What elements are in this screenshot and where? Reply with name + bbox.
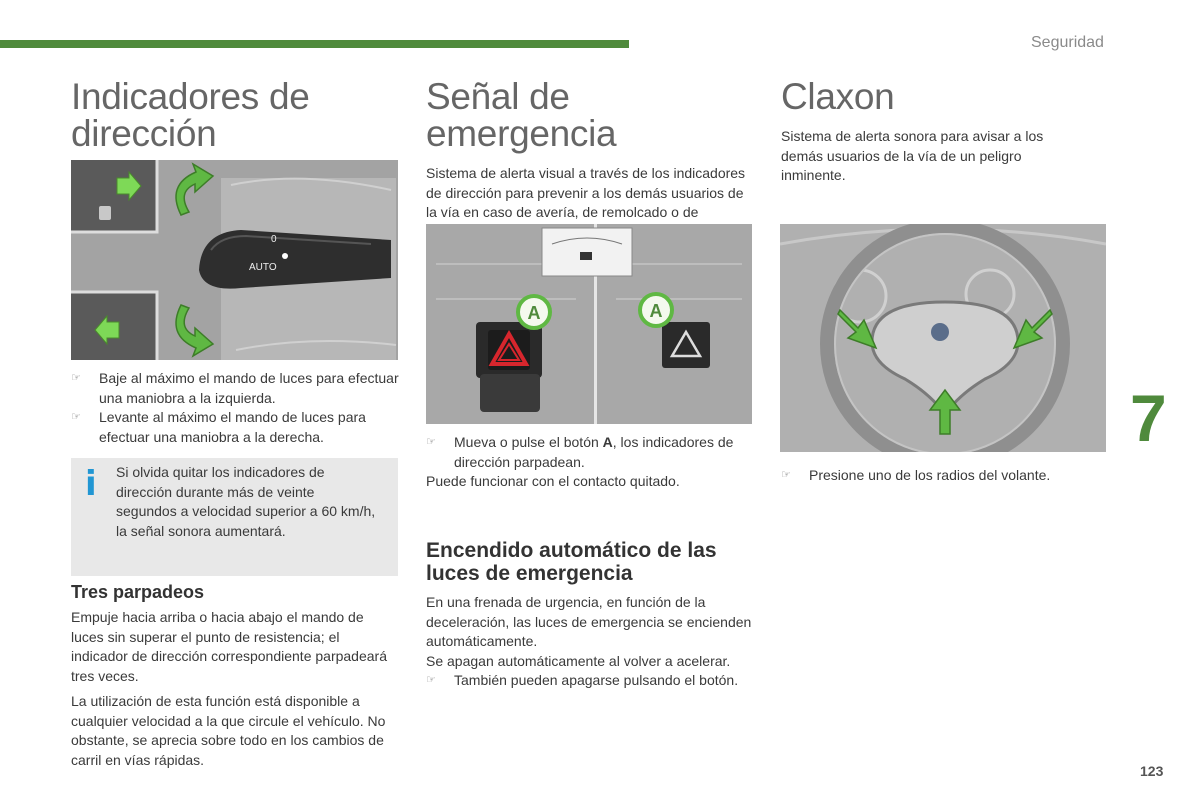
bullet-marker-icon: ☞	[71, 372, 81, 384]
button-a-reference: A	[602, 434, 613, 450]
title-line-2: dirección	[71, 113, 217, 154]
page-number: 123	[1140, 763, 1164, 779]
claxon-bullets	[781, 466, 1109, 486]
bullet-item: ☞ Mueva o pulse el botón A, los indicadores de dirección parpadean.	[426, 434, 734, 470]
bullet-marker-icon: ☞	[71, 411, 81, 423]
paragraph: En una frenada de urgencia, en función de la deceleración, las luces de emergencia se encienden automáticamente.	[426, 594, 752, 649]
bullet-item: ☞ Baje al máximo el mando de luces para efectuar una maniobra a la izquierda.	[71, 370, 399, 406]
title-senal-emergencia: Señal de emergencia	[426, 76, 617, 154]
indicadores-bullets	[71, 369, 399, 447]
tres-parpadeos-section	[71, 582, 399, 770]
info-box	[71, 458, 398, 576]
steering-wheel-illustration	[780, 224, 1106, 452]
hazard-button-illustration	[426, 224, 752, 424]
bullet-marker-icon: ☞	[426, 436, 436, 448]
paragraph: Empuje hacia arriba o hacia abajo el mando de luces sin superar el punto de resistencia; el indicador de dirección correspondiente parpadeará tres veces.	[71, 609, 387, 684]
paragraph: Se apagan automáticamente al volver a acelerar.	[426, 652, 731, 669]
paragraph: La utilización de esta función está disponible a cualquier velocidad a la que circule el vehículo. No obstante, se aprecia sobre todo en los cambios de carril en vías rápidas.	[71, 693, 386, 768]
section-label: Seguridad	[1031, 34, 1104, 51]
label-a-right: A	[649, 301, 663, 321]
title-claxon: Claxon	[781, 76, 895, 117]
bullet-marker-icon: ☞	[781, 469, 791, 481]
info-text: Si olvida quitar los indicadores de dirección durante más de veinte segundos a velocidad superior a 60 km/h, la señal sonora aumentará.	[116, 464, 376, 539]
bullet-item: ☞ Levante al máximo el mando de luces para efectuar una maniobra a la derecha.	[71, 409, 366, 445]
column-senal-emergencia	[426, 78, 754, 242]
column-claxon	[781, 78, 1111, 186]
note-contacto: Puede funcionar con el contacto quitado.	[426, 473, 680, 489]
info-icon: i	[85, 464, 97, 504]
intro-paragraph: Sistema de alerta sonora para avisar a los demás usuarios de la vía de un peligro inminente.	[781, 128, 1044, 183]
subheading-tres-parpadeos: Tres parpadeos	[71, 582, 205, 602]
title-indicadores	[71, 78, 399, 152]
top-accent-bar	[0, 40, 629, 48]
subheading-encendido-automatico: Encendido automático de las luces de emergencia	[426, 539, 717, 585]
senal-emergencia-text	[426, 433, 754, 492]
chapter-number: 7	[1130, 381, 1167, 455]
bullet-item: ☞ También pueden apagarse pulsando el botón.	[426, 671, 754, 691]
stalk-illustration	[71, 160, 398, 360]
label-a-left: A	[527, 303, 541, 323]
intro-paragraph: Sistema de alerta visual a través de los indicadores de dirección para prevenir a los demás usuarios de la vía en caso de avería, de remolcado o de	[426, 165, 746, 220]
column-indicadores	[71, 78, 399, 152]
bullet-marker-icon: ☞	[426, 674, 436, 686]
bullet-item: ☞ Presione uno de los radios del volante.	[781, 466, 1109, 486]
encendido-automatico-section	[426, 539, 754, 691]
title-line-1: Indicadores de	[71, 76, 310, 117]
stalk-label-auto: AUTO	[249, 262, 277, 273]
stalk-label-zero: 0	[271, 234, 277, 245]
